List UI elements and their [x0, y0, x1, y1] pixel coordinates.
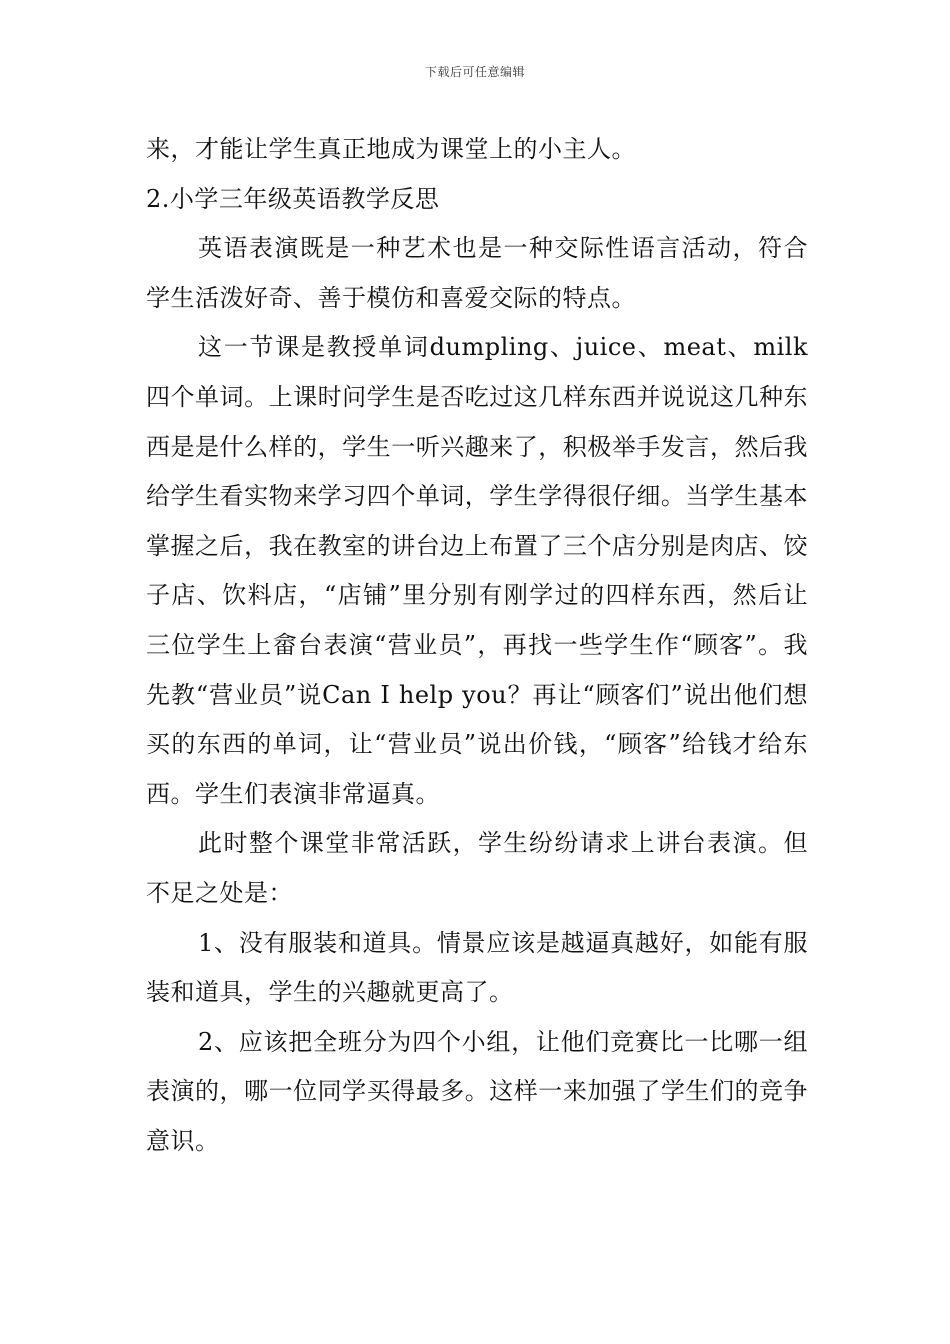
document-body — [146, 125, 808, 1166]
section-heading: 2.小学三年级英语教学反思 — [146, 184, 440, 213]
list-item-2: 2、应该把全班分为四个小组，让他们竞赛比一比哪一组表演的，哪一位同学买得最多。这样一来加强了学生们的竞争意识。 — [146, 1027, 808, 1155]
list-item-1: 1、没有服装和道具。情景应该是越逼真越好，如能有服装和道具，学生的兴趣就更高了。 — [146, 928, 808, 1007]
paragraph-intro: 英语表演既是一种艺术也是一种交际性语言活动，符合学生活泼好奇、善于模仿和喜爱交际的特点。 — [146, 234, 808, 312]
paragraph-continuation: 来，才能让学生真正地成为课堂上的小主人。 — [146, 135, 636, 163]
paragraph-lesson: 这一节课是教授单词dumpling、juice、meat、milk四个单词。上课时问学生是否吃过这几样东西并说说这几种东西是是什么样的，学生一听兴趣来了，积极举手发言，然后我给学生看实物来学习四个单词，学生学得很仔细。当学生基本掌握之后，我在教室的讲台边上布置了三个店分别是肉店、饺子店、饮料店，“店铺”里分别有刚学过的四样东西，然后让三位学生上畲台表演“营业员”，再找一些学生作“顾客”。我先教“营业员”说Can I help you？再让“顾客们”说出他们想买的东西的单词，让“营业员”说出价钱，“顾客”给钱才给东西。学生们表演非常逼真。 — [146, 333, 808, 808]
paragraph-shortcomings: 此时整个课堂非常活跃，学生纷纷请求上讲台表演。但不足之处是： — [146, 829, 808, 907]
page-header: 下载后可任意编辑 — [424, 65, 525, 79]
